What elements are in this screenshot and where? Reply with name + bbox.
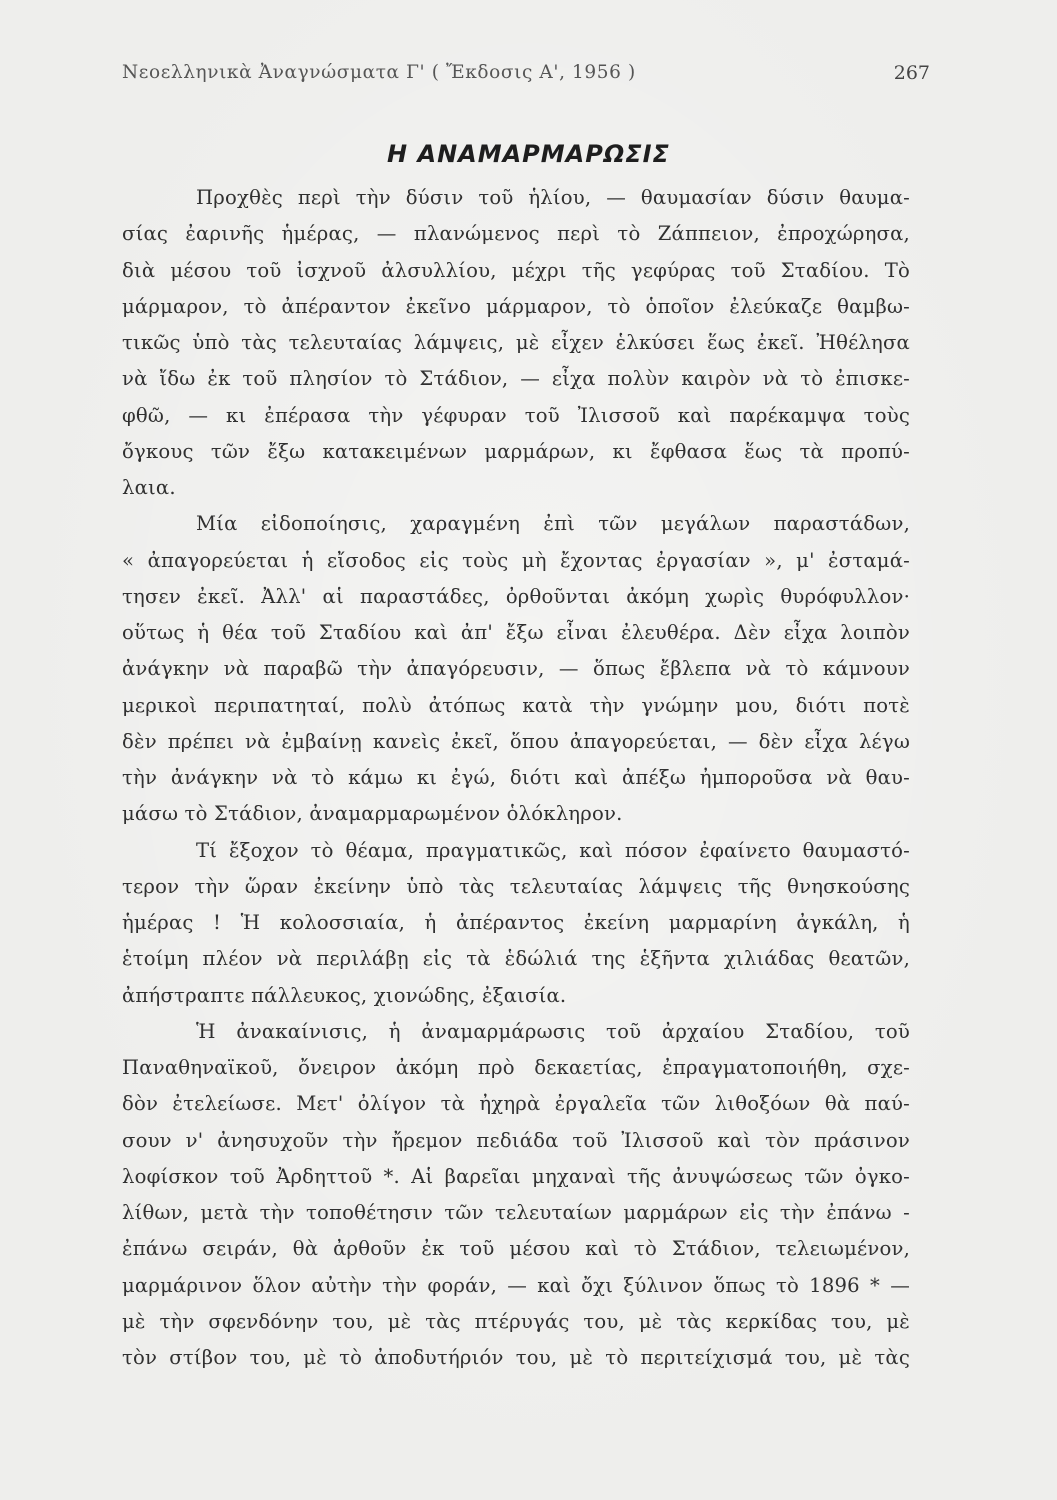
text-line: μὲ τὴν σφενδόνην του, μὲ τὰς πτέρυγάς του, μὲ τὰς κερκίδας του, μὲ (122, 1309, 910, 1333)
text-line: οὕτως ἡ θέα τοῦ Σταδίου καὶ ἀπ' ἔξω εἶναι ἐλευθέρα. Δὲν εἶχα λοιπὸν (122, 621, 910, 644)
text-line: ὄγκους τῶν ἔξω κατακειμένων μαρμάρων, κι ἔφθασα ἕως τὰ προπύ- (122, 439, 910, 463)
text-line: τὸν στίβον του, μὲ τὸ ἀποδυτήριόν του, μὲ τὸ περιτείχισμά του, μὲ τὰς (122, 1346, 910, 1369)
text-line: νὰ ἴδω ἐκ τοῦ πλησίον τὸ Στάδιον, — εἶχα πολὺν καιρὸν νὰ τὸ ἐπισκε- (122, 367, 910, 391)
text-line: διὰ μέσου τοῦ ἰσχνοῦ ἀλσυλλίου, μέχρι τῆς γεφύρας τοῦ Σταδίου. Τὸ (122, 258, 910, 282)
text-line: λίθων, μετὰ τὴν τοποθέτησιν τῶν τελευταίων μαρμάρων εἰς τὴν ἐπάνω - (122, 1201, 910, 1224)
chapter-title: Η ΑΝΑΜΑΡΜΑΡΩΣΙΣ (387, 140, 670, 168)
text-line: Παναθηναϊκοῦ, ὄνειρον ἀκόμη πρὸ δεκαετίας, ἐπραγματοποιήθη, σχε- (122, 1056, 910, 1079)
running-head (122, 62, 930, 92)
text-line: ἐπάνω σειράν, θὰ ἀρθοῦν ἐκ τοῦ μέσου καὶ τὸ Στάδιον, τελειωμένον, (122, 1237, 910, 1261)
text-line: ἀνάγκην νὰ παραβῶ τὴν ἀπαγόρευσιν, — ὅπως ἔβλεπα νὰ τὸ κάμνουν (122, 657, 910, 681)
text-line: φθῶ, — κι ἐπέρασα τὴν γέφυραν τοῦ Ἰλισσοῦ καὶ παρέκαμψα τοὺς (122, 403, 910, 427)
text-line: σουν ν' ἀνησυχοῦν τὴν ἤρεμον πεδιάδα τοῦ Ἰλισσοῦ καὶ τὸν πράσινον (122, 1128, 910, 1152)
text-line: μάρμαρον, τὸ ἀπέραντον ἐκεῖνο μάρμαρον, τὸ ὁποῖον ἐλεύκαζε θαμβω- (122, 294, 910, 318)
page-number: 267 (893, 62, 930, 84)
running-title: Νεοελληνικὰ Ἀναγνώσματα Γ' ( Ἔκδοσις Α', 1956 ) (122, 62, 636, 83)
body-text (122, 180, 910, 1376)
text-line: ἀπήστραπτε πάλλευκος, χιονώδης, ἐξαισία. (122, 983, 567, 1007)
text-line: ἑτοίμη πλέον νὰ περιλάβῃ εἰς τὰ ἑδώλιά της ἑξῆντα χιλιάδας θεατῶν, (122, 947, 910, 971)
text-line: δὸν ἐτελείωσε. Μετ' ὀλίγον τὰ ἠχηρὰ ἐργαλεῖα τῶν λιθοξόων θὰ παύ- (122, 1092, 910, 1116)
text-line: Προχθὲς περὶ τὴν δύσιν τοῦ ἡλίου, — θαυμασίαν δύσιν θαυμα- (196, 186, 910, 209)
text-line: δὲν πρέπει νὰ ἐμβαίνῃ κανεὶς ἐκεῖ, ὅπου ἀπαγορεύεται, — δὲν εἶχα λέγω (122, 729, 910, 753)
text-line: λοφίσκον τοῦ Ἀρδηττοῦ *. Αἱ βαρεῖαι μηχαναὶ τῆς ἀνυψώσεως τῶν ὀγκο- (122, 1164, 910, 1188)
text-line: τὴν ἀνάγκην νὰ τὸ κάμω κι ἐγώ, διότι καὶ ἀπέξω ἠμποροῦσα νὰ θαυ- (122, 766, 910, 789)
text-line: λαια. (122, 476, 176, 499)
text-line: σίας ἐαρινῆς ἡμέρας, — πλανώμενος περὶ τὸ Ζάππειον, ἐπροχώρησα, (122, 222, 910, 246)
text-line: Ἡ ἀνακαίνισις, ἡ ἀναμαρμάρωσις τοῦ ἀρχαίου Σταδίου, τοῦ (196, 1019, 910, 1043)
text-line: ἡμέρας ! Ἡ κολοσσιαία, ἡ ἀπέραντος ἐκείνη μαρμαρίνη ἀγκάλη, ἡ (122, 911, 910, 934)
text-line: μαρμάρινον ὅλον αὐτὴν τὴν φοράν, — καὶ ὄχι ξύλινον ὅπως τὸ 1896 * — (122, 1273, 910, 1297)
text-line: τησεν ἐκεῖ. Ἀλλ' αἱ παραστάδες, ὀρθοῦνται ἀκόμη χωρὶς θυρόφυλλον· (122, 584, 910, 608)
text-line: τικῶς ὑπὸ τὰς τελευταίας λάμψεις, μὲ εἶχεν ἑλκύσει ἕως ἐκεῖ. Ἠθέλησα (122, 331, 910, 354)
text-line: « ἀπαγορεύεται ἡ εἴσοδος εἰς τοὺς μὴ ἔχοντας ἐργασίαν », μ' ἐσταμά- (122, 548, 910, 572)
text-line: μάσω τὸ Στάδιον, ἀναμαρμαρωμένον ὁλόκληρον. (122, 802, 623, 826)
text-line: Μία εἰδοποίησις, χαραγμένη ἐπὶ τῶν μεγάλων παραστάδων, (196, 512, 910, 536)
text-line: Τί ἔξοχον τὸ θέαμα, πραγματικῶς, καὶ πόσον ἐφαίνετο θαυμαστό- (196, 838, 910, 862)
text-line: μερικοὶ περιπατηταί, πολὺ ἀτόπως κατὰ τὴν γνώμην μου, διότι ποτὲ (122, 693, 910, 717)
text-line: τερον τὴν ὥραν ἐκείνην ὑπὸ τὰς τελευταίας λάμψεις τῆς θνησκούσης (122, 874, 910, 898)
